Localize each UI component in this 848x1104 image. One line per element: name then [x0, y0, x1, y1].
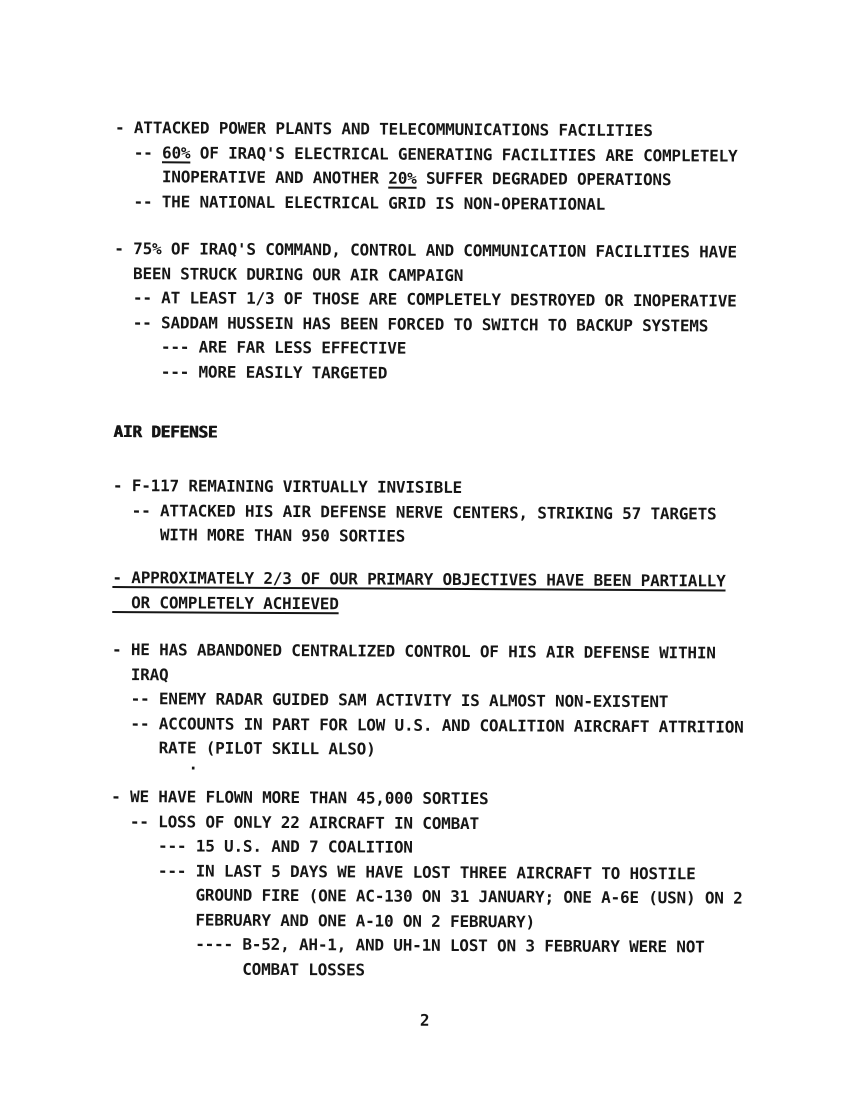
- section-heading-air-defense: AIR DEFENSE: [113, 422, 218, 442]
- bullet-command-control: - 75% OF IRAQ'S COMMAND, CONTROL AND COMMUNICATION FACILITIES HAVE BEEN STRUCK DURING OUR AIR CAMPAIGN -- AT LEAST 1/3 OF THOSE ARE COMPLETELY DESTROYED OR INOPERATIVE -- SADDAM HUSSEIN HAS BEEN FORCED TO SWITCH TO BACKUP SYSTEMS --- ARE FAR LESS EFFECTIVE --- MORE EASILY TARGETED: [113, 239, 737, 383]
- bullet-objectives-achieved: - APPROXIMATELY 2/3 OF OUR PRIMARY OBJECTIVES HAVE BEEN PARTIALLY OR COMPLETELY ACHIEVED: [112, 567, 726, 613]
- page-number: 2: [419, 1010, 430, 1030]
- bullet-power-plants: - ATTACKED POWER PLANTS AND TELECOMMUNICATIONS FACILITIES -- 60% OF IRAQ'S ELECTRICAL GENERATING FACILITIES ARE COMPLETELY INOPERATIVE AND ANOTHER 20% SUFFER DEGRADED OPERATIONS -- THE NATIONAL ELECTRICAL GRID IS NON-OPERATIONAL: [114, 118, 738, 214]
- bullet-f117: - F-117 REMAINING VIRTUALLY INVISIBLE -- ATTACKED HIS AIR DEFENSE NERVE CENTERS, STRIKING 57 TARGETS WITH MORE THAN 950 SORTIES: [112, 476, 717, 546]
- bullet-abandoned-control: - HE HAS ABANDONED CENTRALIZED CONTROL OF HIS AIR DEFENSE WITHIN IRAQ -- ENEMY RADAR GUIDED SAM ACTIVITY IS ALMOST NON-EXISTENT -- ACCOUNTS IN PART FOR LOW U.S. AND COALITION AIRCRAFT ATTRITION RATE (PILOT SKILL ALSO): [111, 639, 744, 759]
- bullet-sorties: - WE HAVE FLOWN MORE THAN 45,000 SORTIES -- LOSS OF ONLY 22 AIRCRAFT IN COMBAT --- 15 U.S. AND 7 COALITION --- IN LAST 5 DAYS WE HAVE LOST THREE AIRCRAFT TO HOSTILE GROUND FIRE (ONE AC-130 ON 31 JANUARY; ONE A-6E (USN) ON 2 FEBRUARY AND ONE A-10 ON 2 FEBRUARY) ---- B-52, AH-1, AND UH-1N LOST ON 3 FEBRUARY WERE NOT COMBAT LOSSES: [110, 786, 743, 979]
- stray-period-mark: .: [188, 754, 198, 774]
